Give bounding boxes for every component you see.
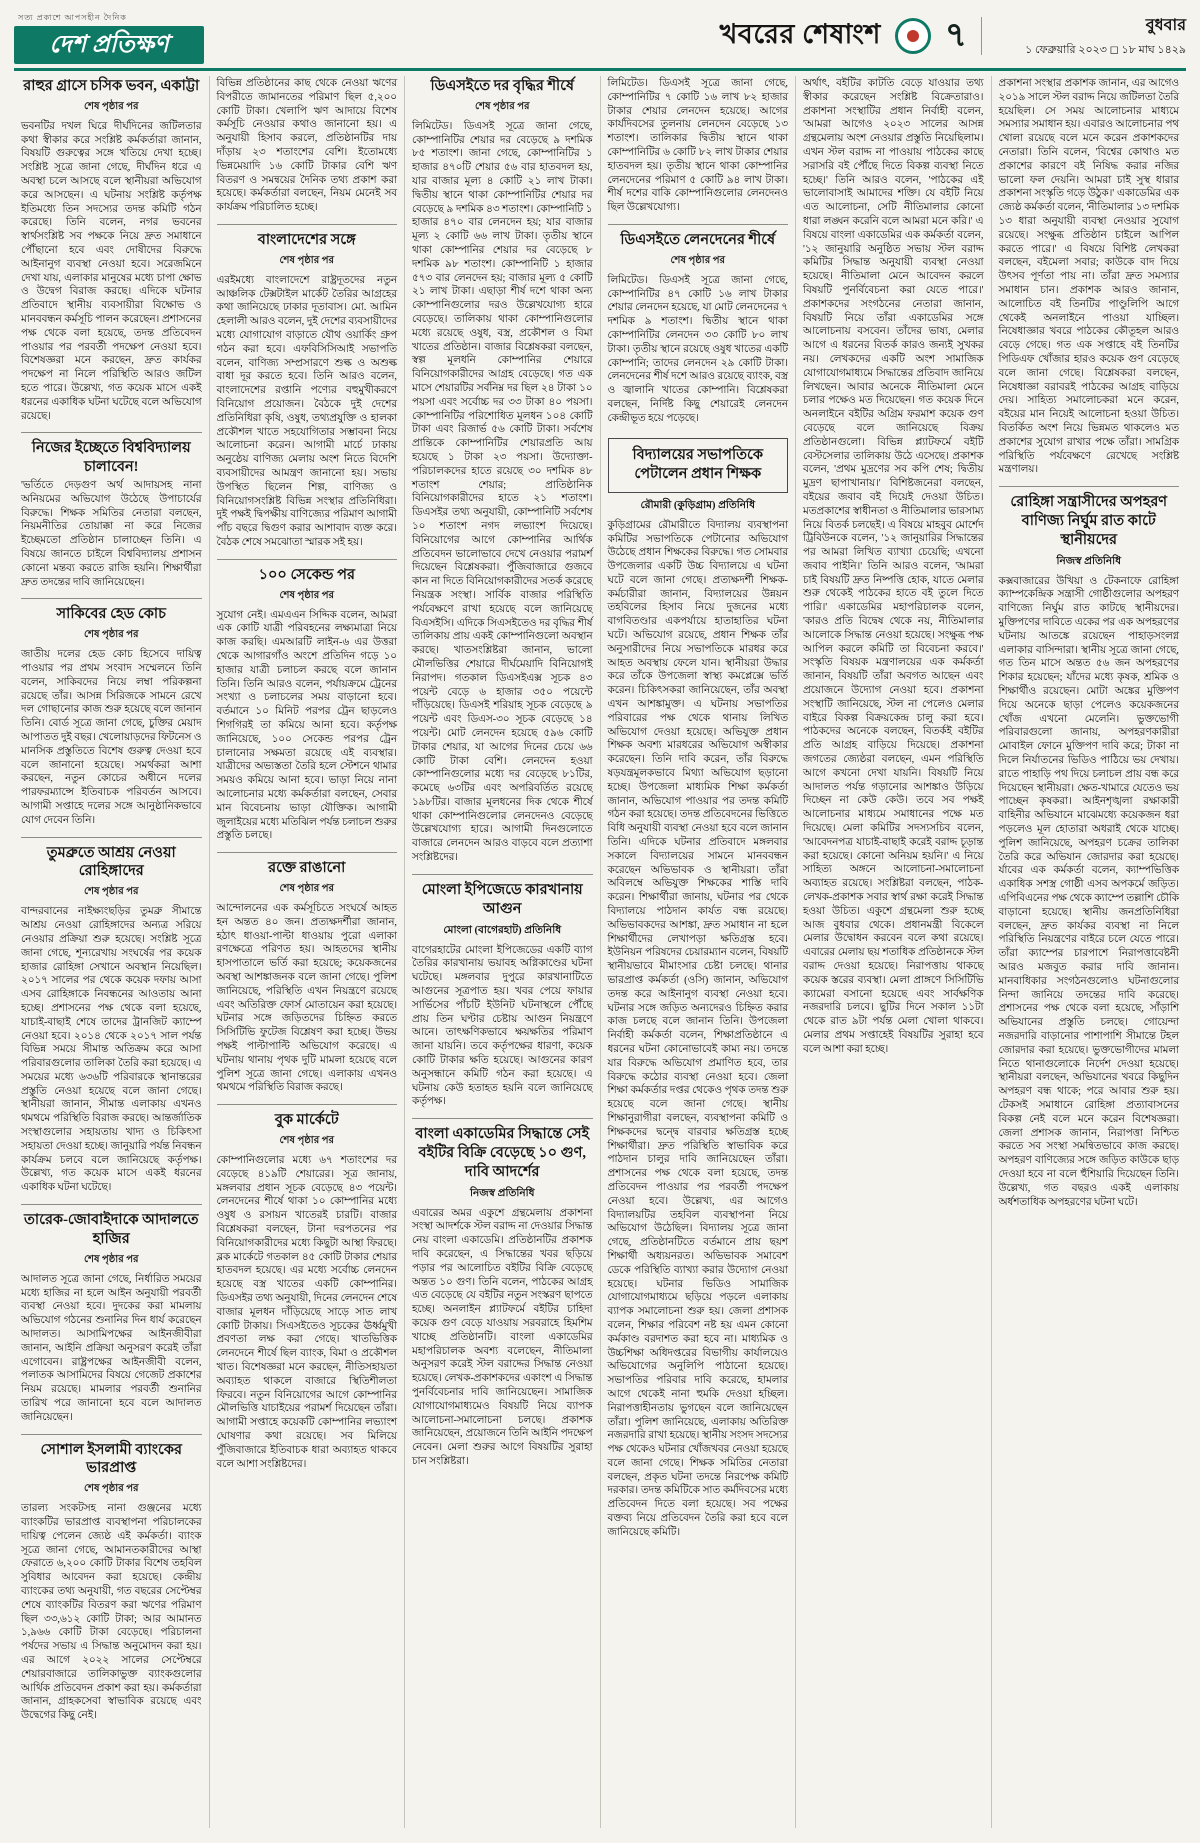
article-body: এবারের অমর একুশে গ্রন্থমেলায় প্রকাশনা সংস্থা আদর্শকে স্টল বরাদ্দ না দেওয়ার সিদ্ধান্ত নেয় বাংলা একাডেমি। প্রতিষ্ঠানটির প্রকাশক দাবি করেছেন, এ সিদ্ধান্তের খবর ছড়িয়ে পড়ার পর আলোচিত বইটির বিক্রি বেড়েছে অন্তত ১০ গুণ। তিনি বলেন, পাঠকের আগ্রহ এত বেড়েছে যে বইটির নতুন সংস্করণ ছাপতে হচ্ছে। অনলাইন প্ল্যাটফর্মে বইটির চাহিদা কয়েক গুণ বেড়ে যাওয়ায় সরবরাহে হিমশিম খাচ্ছে প্রতিষ্ঠানটি। বাংলা একাডেমির মহাপরিচালক অবশ্য বলেছেন, নীতিমালা অনুসরণ করেই স্টল বরাদ্দের সিদ্ধান্ত নেওয়া হয়েছে। লেখক-প্রকাশকদের একাংশ এ সিদ্ধান্ত পুনর্বিবেচনার দাবি জানিয়েছেন। সামাজিক যোগাযোগমাধ্যমেও বিষয়টি নিয়ে ব্যাপক আলোচনা-সমালোচনা চলছে। প্রকাশক জানিয়েছেন, প্রয়োজনে তিনি আইনি পদক্ষেপ নেবেন। মেলা শুরুর আগে বিষয়টির সুরাহা চান সংশ্লিষ্টরা। [412,1207,593,1467]
column-4 [600,76,796,1828]
article-headline: ১০০ সেকেন্ড পর [217,559,398,587]
column-2 [209,76,405,1828]
column-1 [14,76,209,1828]
article-byline: মোংলা (বাগেরহাট) প্রতিনিধি [443,924,562,936]
article-body: কক্সবাজারের উখিয়া ও টেকনাফে রোহিঙ্গা ক্যাম্পকেন্দ্রিক সন্ত্রাসী গোষ্ঠীগুলোর অপহরণ বাণিজ্যে নির্ঘুম রাত কাটছে স্থানীয়দের। মুক্তিপণের দাবিতে একের পর এক অপহরণের ঘটনায় আতঙ্কে রয়েছেন পাহাড়সংলগ্ন এলাকার বাসিন্দারা। স্থানীয় সূত্রে জানা গেছে, গত তিন মাসে অন্তত ৫৬ জন অপহরণের শিকার হয়েছেন; যাঁদের মধ্যে কৃষক, শ্রমিক ও শিক্ষার্থীও রয়েছেন। মোটা অঙ্কের মুক্তিপণ দিয়ে অনেকে ছাড়া পেলেও কয়েকজনের খোঁজ এখনো মেলেনি। ভুক্তভোগী পরিবারগুলো জানায়, অপহরণকারীরা মোবাইল ফোনে মুক্তিপণ দাবি করে; টাকা না দিলে নির্যাতনের ভিডিও পাঠিয়ে ভয় দেখায়। রাতে পাহাড়ি পথ দিয়ে চলাচল প্রায় বন্ধ করে দিয়েছেন স্থানীয়রা। ক্ষেত-খামারে যেতেও ভয় পাচ্ছেন কৃষকরা। আইনশৃঙ্খলা রক্ষাকারী বাহিনীর অভিযানে মাঝেমধ্যে কয়েকজন ধরা পড়লেও মূল হোতারা অধরাই থেকে যাচ্ছে। পুলিশ জানিয়েছে, অপহরণ চক্রের তালিকা তৈরি করে অভিযান জোরদার করা হয়েছে। র্যাবের এক কর্মকর্তা বলেন, ক্যাম্পভিত্তিক একাধিক সশস্ত্র গোষ্ঠী এসব অপকর্মে জড়িত। এপিবিএনের পক্ষ থেকে ক্যাম্পে তল্লাশি চৌকি বাড়ানো হয়েছে। স্থানীয় জনপ্রতিনিধিরা বলছেন, দ্রুত কার্যকর ব্যবস্থা না নিলে পরিস্থিতি নিয়ন্ত্রণের বাইরে চলে যেতে পারে। তাঁরা ক্যাম্পের চারপাশে নিরাপত্তাবেষ্টনী আরও মজবুত করার দাবি জানান। মানবাধিকার সংগঠনগুলোও ঘটনাগুলোর নিন্দা জানিয়ে তদন্তের দাবি করেছে। প্রশাসনের পক্ষ থেকে বলা হয়েছে, সাঁড়াশি অভিযানের প্রস্তুতি চলছে। গোয়েন্দা নজরদারি বাড়ানোর পাশাপাশি সীমান্তে টহল জোরদার করা হয়েছে। ভুক্তভোগীদের মামলা নিতে থানাগুলোকে নির্দেশ দেওয়া হয়েছে। স্থানীয়রা বলছেন, অভিযানের খবরে কিছুদিন অপহরণ বন্ধ থাকে; পরে আবার শুরু হয়। টেকসই সমাধানে রোহিঙ্গা প্রত্যাবাসনের বিকল্প নেই বলে মনে করেন বিশেষজ্ঞরা। জেলা প্রশাসক জানান, নিরাপত্তা নিশ্চিত করতে সব সংস্থা সমন্বিতভাবে কাজ করছে। অপহরণ বাণিজ্যের সঙ্গে জড়িত কাউকে ছাড় দেওয়া হবে না বলে হুঁশিয়ারি দিয়েছেন তিনি। উল্লেখ্য, গত বছরও একই এলাকায় অর্ধশতাধিক অপহরণের ঘটনা ঘটে। [998,575,1179,1208]
logo-seal-icon [895,18,931,54]
column-6 [991,76,1187,1828]
continued-from-label: শেষ পৃষ্ঠার পর [279,589,334,601]
header-divider [981,17,982,55]
continued-from-label: শেষ পৃষ্ঠার পর [84,886,139,898]
article-headline: সোশাল ইসলামী ব্যাংকের ভারপ্রাপ্ত [21,1434,202,1481]
masthead [14,12,204,64]
article-body: প্রকাশনা সংস্থার প্রকাশক জানান, এর আগেও ২০১৯ সালে স্টল বরাদ্দ নিয়ে জটিলতা তৈরি হয়েছিল। সে সময় আলোচনার মাধ্যমে সমস্যার সমাধান হয়। এবারও আলোচনার পথ খোলা রয়েছে বলে মনে করেন প্রকাশকদের নেতারা। তিনি বলেন, 'বিশ্বের কোথাও মত প্রকাশের কারণে বই নিষিদ্ধ করার নজির ভালো ফল দেয়নি। আমরা চাই সুস্থ ধারার প্রকাশনা সংস্কৃতি গড়ে উঠুক।' একাডেমির এক জ্যেষ্ঠ কর্মকর্তা বলেন, 'নীতিমালার ১৩ দশমিক ১৩ ধারা অনুযায়ী ব্যবস্থা নেওয়ার সুযোগ রয়েছে। সংক্ষুব্ধ প্রতিষ্ঠান চাইলে আপিল করতে পারে।' এ বিষয়ে বিশিষ্ট লেখকরা বলছেন, বইমেলা সবার; কাউকে বাদ দিয়ে উৎসব পূর্ণতা পায় না। তাঁরা দ্রুত সমস্যার সমাধান চান। প্রকাশক আরও জানান, আলোচিত বই তিনটির পাণ্ডুলিপি আগে থেকেই অনলাইনে পাওয়া যাচ্ছিল। নিষেধাজ্ঞার খবরে পাঠকের কৌতূহল আরও বেড়ে গেছে। গত এক সপ্তাহে বই তিনটির পিডিএফ খোঁজার হারও কয়েক গুণ বেড়েছে বলে জানা গেছে। বিশ্লেষকরা বলছেন, নিষেধাজ্ঞা বরাবরই পাঠকের আগ্রহ বাড়িয়ে দেয়। সাহিত্য সমালোচকরা মনে করেন, বইয়ের মান নিয়েই আলোচনা হওয়া উচিত। বিতর্কিত অংশ নিয়ে ভিন্নমত থাকলেও মত প্রকাশের সুযোগ রাখার পক্ষে তাঁরা। সামগ্রিক পরিস্থিতি পর্যবেক্ষণে রেখেছে সংশ্লিষ্ট মন্ত্রণালয়। [998,78,1179,476]
article-boxed-headline: বিদ্যালয়ের সভাপতিকে পেটালেন প্রধান শিক্ষক [608,438,789,493]
continued-from-label: শেষ পৃষ্ঠার পর [84,100,139,112]
article-body: কুড়িগ্রামের রৌমারীতে বিদ্যালয় ব্যবস্থাপনা কমিটির সভাপতিকে পেটানোর অভিযোগ উঠেছে প্রধান শিক্ষকের বিরুদ্ধে। গত সোমবার উপজেলার একটি উচ্চ বিদ্যালয়ে এ ঘটনা ঘটে বলে জানা গেছে। প্রত্যক্ষদর্শী শিক্ষক-কর্মচারীরা জানান, বিদ্যালয়ের উন্নয়ন তহবিলের হিসাব নিয়ে দুজনের মধ্যে বাগবিতণ্ডার একপর্যায়ে হাতাহাতির ঘটনা ঘটে। অভিযোগ রয়েছে, প্রধান শিক্ষক তাঁর অনুসারীদের নিয়ে সভাপতিকে মারধর করে আহত অবস্থায় ফেলে যান। স্থানীয়রা উদ্ধার করে তাঁকে উপজেলা স্বাস্থ্য কমপ্লেক্সে ভর্তি করেন। চিকিৎসকরা জানিয়েছেন, তাঁর অবস্থা এখন আশঙ্কামুক্ত। এ ঘটনায় সভাপতির পরিবারের পক্ষ থেকে থানায় লিখিত অভিযোগ দেওয়া হয়েছে। অভিযুক্ত প্রধান শিক্ষক অবশ্য মারধরের অভিযোগ অস্বীকার করেছেন। তিনি দাবি করেন, তাঁর বিরুদ্ধে ষড়যন্ত্রমূলকভাবে মিথ্যা অভিযোগ ছড়ানো হচ্ছে। উপজেলা মাধ্যমিক শিক্ষা কর্মকর্তা জানান, অভিযোগ পাওয়ার পর তদন্ত কমিটি গঠন করা হয়েছে। তদন্ত প্রতিবেদনের ভিত্তিতে বিধি অনুযায়ী ব্যবস্থা নেওয়া হবে বলে জানান তিনি। এদিকে ঘটনার প্রতিবাদে মঙ্গলবার সকালে বিদ্যালয়ের সামনে মানববন্ধন করেছেন অভিভাবক ও স্থানীয়রা। তাঁরা অবিলম্বে অভিযুক্ত শিক্ষকের শাস্তি দাবি করেন। শিক্ষার্থীরা জানায়, ঘটনার পর থেকে বিদ্যালয়ে পাঠদান কার্যত বন্ধ রয়েছে। অভিভাবকদের আশঙ্কা, দ্রুত সমাধান না হলে শিক্ষার্থীদের লেখাপড়া ক্ষতিগ্রস্ত হবে। ইউনিয়ন পরিষদের চেয়ারম্যান বলেন, বিষয়টি স্থানীয়ভাবে মীমাংসার চেষ্টা চলছে। থানার ভারপ্রাপ্ত কর্মকর্তা (ওসি) জানান, অভিযোগ তদন্ত করে আইনানুগ ব্যবস্থা নেওয়া হবে। ঘটনার সঙ্গে জড়িত অন্যদেরও চিহ্নিত করার কাজ চলছে বলে জানান তিনি। উপজেলা নির্বাহী কর্মকর্তা বলেন, শিক্ষাপ্রতিষ্ঠানে এ ধরনের ঘটনা কোনোভাবেই কাম্য নয়। তদন্তে যার বিরুদ্ধে অভিযোগ প্রমাণিত হবে, তার বিরুদ্ধে কঠোর ব্যবস্থা নেওয়া হবে। জেলা শিক্ষা কর্মকর্তার দপ্তর থেকেও পৃথক তদন্ত শুরু হয়েছে বলে জানা গেছে। স্থানীয় শিক্ষানুরাগীরা বলছেন, ব্যবস্থাপনা কমিটি ও শিক্ষকদের দ্বন্দ্বে বারবার ক্ষতিগ্রস্ত হচ্ছে শিক্ষার্থীরা। দ্রুত পরিস্থিতি স্বাভাবিক করে পাঠদান চালুর দাবি জানিয়েছেন তাঁরা। প্রশাসনের পক্ষ থেকে বলা হয়েছে, তদন্ত প্রতিবেদন পাওয়ার পর পরবর্তী পদক্ষেপ নেওয়া হবে। উল্লেখ্য, এর আগেও বিদ্যালয়টির তহবিল ব্যবস্থাপনা নিয়ে অভিযোগ উঠেছিল। বিদ্যালয় সূত্রে জানা গেছে, প্রতিষ্ঠানটিতে বর্তমানে প্রায় ছয়শ শিক্ষার্থী অধ্যয়নরত। অভিভাবক সমাবেশ ডেকে পরিস্থিতি ব্যাখ্যা করার উদ্যোগ নেওয়া হয়েছে। ঘটনার ভিডিও সামাজিক যোগাযোগমাধ্যমে ছড়িয়ে পড়লে এলাকায় ব্যাপক সমালোচনা শুরু হয়। জেলা প্রশাসক বলেন, শিক্ষার পরিবেশ নষ্ট হয় এমন কোনো কর্মকাণ্ড বরদাশত করা হবে না। মাধ্যমিক ও উচ্চশিক্ষা অধিদপ্তরের বিভাগীয় কার্যালয়েও অভিযোগের অনুলিপি পাঠানো হয়েছে। সভাপতির পরিবার দাবি করেছে, হামলার আগে থেকেই নানা হুমকি দেওয়া হচ্ছিল। নিরাপত্তাহীনতায় ভুগছেন বলে জানিয়েছেন তাঁরা। পুলিশ জানিয়েছে, এলাকায় অতিরিক্ত নজরদারি রাখা হয়েছে। স্থানীয় সংসদ সদস্যের পক্ষ থেকেও ঘটনার খোঁজখবর নেওয়া হয়েছে বলে জানা গেছে। শিক্ষক সমিতির নেতারা বলছেন, প্রকৃত ঘটনা তদন্তে নিরপেক্ষ কমিটি দরকার। তদন্ত কমিটিকে সাত কর্মদিবসের মধ্যে প্রতিবেদন দিতে বলা হয়েছে। সব পক্ষের বক্তব্য নিয়ে প্রতিবেদন তৈরি করা হবে বলে জানিয়েছে কমিটি। [607,519,788,1538]
article-headline: বুক মার্কেটে [217,1104,398,1132]
article-headline: ডিএসইতে দর বৃদ্ধির শীর্ষে [430,78,575,94]
article-body: ভবনটির দখল ঘিরে দীর্ঘদিনের জটিলতার কথা স্বীকার করে সংশ্লিষ্ট কর্মকর্তারা জানান, বিষয়টি গুরুত্বের সঙ্গে খতিয়ে দেখা হচ্ছে। সংশ্লিষ্ট সূত্রে জানা গেছে, দীর্ঘদিন ধরে এ অবস্থা চলে আসছে বলে স্থানীয়রা অভিযোগ করে আসছেন। এ ঘটনায় সংশ্লিষ্ট কর্তৃপক্ষ ইতিমধ্যে তিন সদস্যের তদন্ত কমিটি গঠন করেছে। তিনি বলেন, নগর ভবনের স্বার্থসংশ্লিষ্ট সব পক্ষকে নিয়ে দ্রুত সমাধানে পৌঁছানো হবে এবং দোষীদের বিরুদ্ধে আইনানুগ ব্যবস্থা নেওয়া হবে। সরেজমিনে দেখা যায়, এলাকার মানুষের মধ্যে চাপা ক্ষোভ ও উদ্বেগ বিরাজ করছে। এদিকে ঘটনার প্রতিবাদে স্থানীয় ব্যবসায়ীরা বিক্ষোভ ও মানববন্ধন কর্মসূচি পালন করেছেন। প্রশাসনের পক্ষ থেকে বলা হয়েছে, তদন্ত প্রতিবেদন পাওয়ার পর পরবর্তী পদক্ষেপ নেওয়া হবে। বিশেষজ্ঞরা মনে করছেন, দ্রুত কার্যকর পদক্ষেপ না নিলে পরিস্থিতি আরও জটিল হতে পারে। উল্লেখ্য, গত কয়েক মাসে একই ধরনের একাধিক ঘটনা ঘটেছে বলে অভিযোগ রয়েছে। [21,120,202,422]
page-header [14,6,1186,64]
section-title: খবরের শেষাংশ [719,18,881,49]
logo-seal-center [907,30,919,42]
article-body: লিমিটেড। ডিএসই সূত্রে জানা গেছে, কোম্পানিটির শেয়ার দর বেড়েছে ৯ দশমিক ৮৫ শতাংশ। জানা গেছে, কোম্পানিটির ১ হাজার ৪৭০টি শেয়ার ৫৬ বার হাতবদল হয়, যার বাজার মূল্য ৪ কোটি ২১ লাখ টাকা। দ্বিতীয় স্থানে থাকা কোম্পানিটির শেয়ার দর বেড়েছে ৯ দশমিক ৪৩ শতাংশ। কোম্পানিটি ১ হাজার ৪৭০ বার লেনদেন হয়; যার বাজার মূল্য ২ কোটি ৬৬ লাখ টাকা। তৃতীয় স্থানে থাকা কোম্পানির শেয়ার দর বেড়েছে ৮ দশমিক ৯৮ শতাংশ। কোম্পানিটি ১ হাজার ৫৭৩ বার লেনদেন হয়; বাজার মূল্য ৫ কোটি ২১ লাখ টাকা। এছাড়া শীর্ষ দশে থাকা অন্য কোম্পানিগুলোর দরও উল্লেখযোগ্য হারে বেড়েছে। তালিকায় থাকা কোম্পানিগুলোর মধ্যে রয়েছে ওষুধ, বস্ত্র, প্রকৌশল ও বিমা খাতের প্রতিষ্ঠান। বাজার বিশ্লেষকরা বলছেন, স্বল্প মূলধনি কোম্পানির শেয়ারে বিনিয়োগকারীদের আগ্রহ বেড়েছে। গত এক মাসে শেয়ারটির সর্বনিম্ন দর ছিল ২৪ টাকা ১০ পয়সা এবং সর্বোচ্চ দর ৩৩ টাকা ৪০ পয়সা। কোম্পানিটির পরিশোধিত মূলধন ১০৪ কোটি টাকা এবং রিজার্ভ ৫৬ কোটি টাকা। সর্বশেষ প্রান্তিকে কোম্পানিটির শেয়ারপ্রতি আয় হয়েছে ১ টাকা ২৩ পয়সা। উদ্যোক্তা-পরিচালকদের হাতে রয়েছে ৩০ দশমিক ৪৮ শতাংশ শেয়ার; প্রাতিষ্ঠানিক বিনিয়োগকারীদের হাতে ২১ শতাংশ। ডিএসইর তথ্য অনুযায়ী, কোম্পানিটি সর্বশেষ ১০ শতাংশ নগদ লভ্যাংশ দিয়েছে। বিনিয়োগের আগে কোম্পানির আর্থিক প্রতিবেদন ভালোভাবে দেখে নেওয়ার পরামর্শ দিয়েছেন বিশ্লেষকরা। পুঁজিবাজারে গুজবে কান না দিতে বিনিয়োগকারীদের সতর্ক করেছে নিয়ন্ত্রক সংস্থা। সার্বিক বাজার পরিস্থিতি পর্যবেক্ষণে রাখা হয়েছে বলে জানিয়েছে বিএসইসি। এদিকে সিএসইতেও দর বৃদ্ধির শীর্ষ তালিকায় প্রায় একই কোম্পানিগুলো অবস্থান করছে। খাতসংশ্লিষ্টরা জানান, ভালো মৌলভিত্তির শেয়ারে দীর্ঘমেয়াদি বিনিয়োগই নিরাপদ। গতকাল ডিএসইএক্স সূচক ৪৩ পয়েন্ট বেড়ে ৬ হাজার ৩৫০ পয়েন্টে দাঁড়িয়েছে। ডিএসই শরিয়াহ সূচক বেড়েছে ৯ পয়েন্ট এবং ডিএস-৩০ সূচক বেড়েছে ১৪ পয়েন্ট। মোট লেনদেন হয়েছে ৫৯৬ কোটি টাকার শেয়ার, যা আগের দিনের চেয়ে ৬৬ কোটি টাকা বেশি। লেনদেন হওয়া কোম্পানিগুলোর মধ্যে দর বেড়েছে ৮১টির, কমেছে ৬৩টির এবং অপরিবর্তিত রয়েছে ১৯৮টির। বাজার মূলধনের দিক থেকে শীর্ষে থাকা কোম্পানিগুলোর লেনদেনও বেড়েছে উল্লেখযোগ্য হারে। আগামী দিনগুলোতে বাজারে লেনদেন আরও বাড়বে বলে প্রত্যাশা সংশ্লিষ্টদের। [412,120,593,864]
newspaper-page [14,0,1186,1833]
newspaper-title: দেশ প্রতিক্ষণ [49,32,169,58]
day-label: বুধবার [1145,17,1186,34]
article-body: অর্থাৎ, বইটির কাটতি বেড়ে যাওয়ার তথ্য স্বীকার করেছেন সংশ্লিষ্ট বিক্রেতারাও। প্রকাশনা সংস্থাটির প্রধান নির্বাহী বলেন, 'আমরা আগেও ২০২৩ সালের আসন্ন গ্রন্থমেলায় অংশ নেওয়ার প্রস্তুতি নিয়েছিলাম। এখন স্টল বরাদ্দ না পাওয়ায় পাঠকের কাছে সরাসরি বই পৌঁছে দিতে বিকল্প ব্যবস্থা নিতে হচ্ছে।' তিনি আরও বলেন, 'পাঠকের এই ভালোবাসাই আমাদের শক্তি। যে বইটি নিয়ে এত আলোচনা, সেটি নীতিমালার কোনো ধারা লঙ্ঘন করেনি বলে আমরা মনে করি।' এ বিষয়ে বাংলা একাডেমির এক কর্মকর্তা বলেন, '১২ জানুয়ারি অনুষ্ঠিত সভায় স্টল বরাদ্দ কমিটির সিদ্ধান্ত অনুযায়ী ব্যবস্থা নেওয়া হয়েছে। নীতিমালা মেনে আবেদন করলে বিষয়টি পুনর্বিবেচনা করা যেতে পারে।' প্রকাশকদের সংগঠনের নেতারা জানান, বিষয়টি নিয়ে তাঁরা একাডেমির সঙ্গে আলোচনায় বসবেন। তাঁদের ভাষ্য, মেলার আগে এ ধরনের বিতর্ক কারও জন্যই সুখকর নয়। লেখকদের একটি অংশ সামাজিক যোগাযোগমাধ্যমে সিদ্ধান্তের প্রতিবাদ জানিয়ে লিখছেন। আবার অনেকে নীতিমালা মেনে চলার পক্ষেও মত দিয়েছেন। গত কয়েক দিনে অনলাইনে বইটির অগ্রিম ফরমাশ কয়েক গুণ বেড়েছে বলে জানিয়েছে বিক্রয় প্রতিষ্ঠানগুলো। বিভিন্ন প্ল্যাটফর্মে বইটি বেস্টসেলার তালিকায় উঠে এসেছে। প্রকাশক বলেন, 'প্রথম মুদ্রণের সব কপি শেষ; দ্বিতীয় মুদ্রণ ছাপাখানায়।' বিশিষ্টজনেরা বলছেন, বইয়ের জবাব বই দিয়েই দেওয়া উচিত। মতপ্রকাশের স্বাধীনতা ও নীতিমালার ভারসাম্য নিয়ে বিতর্ক চলছেই। এ বিষয়ে মাহবুব মোর্শেদ ট্রিবিউনকে বলেন, '১২ জানুয়ারির সিদ্ধান্তের পর আমরা লিখিত ব্যাখ্যা চেয়েছি; এখনো জবাব পাইনি।' তিনি আরও বলেন, 'আমরা চাই বিষয়টি দ্রুত নিষ্পত্তি হোক, যাতে মেলার শুরু থেকেই পাঠকের হাতে বই তুলে দিতে পারি।' একাডেমির মহাপরিচালক বলেন, 'কারও প্রতি বিদ্বেষ থেকে নয়, নীতিমালার আলোকে সিদ্ধান্ত নেওয়া হয়েছে। সংক্ষুব্ধ পক্ষ আপিল করলে কমিটি তা বিবেচনা করবে।' সংস্কৃতি বিষয়ক মন্ত্রণালয়ের এক কর্মকর্তা জানান, বিষয়টি তাঁরা অবগত আছেন এবং প্রয়োজনে উদ্যোগ নেওয়া হবে। প্রকাশনা সংস্থাটি জানিয়েছে, স্টল না পেলেও মেলার বাইরে বিকল্প বিক্রয়কেন্দ্র চালু করা হবে। পাঠকদের অনেকে বলছেন, বিতর্কই বইটির প্রতি আগ্রহ বাড়িয়ে দিয়েছে। প্রকাশনা জগতের জ্যেষ্ঠরা বলছেন, এমন পরিস্থিতি আগে কখনো দেখা যায়নি। বিষয়টি নিয়ে আদালত পর্যন্ত গড়ানোর আশঙ্কাও উড়িয়ে দিচ্ছেন না কেউ কেউ। তবে সব পক্ষই আলোচনার মাধ্যমে সমাধানের পক্ষে মত দিয়েছে। মেলা কমিটির সদস্যসচিব বলেন, 'আবেদনপত্র যাচাই-বাছাই করেই বরাদ্দ চূড়ান্ত করা হয়েছে। কোনো অনিয়ম হয়নি।' এ নিয়ে সাহিত্য অঙ্গনে আলোচনা-সমালোচনা অব্যাহত রয়েছে। সংশ্লিষ্টরা বলছেন, পাঠক-লেখক-প্রকাশক সবার স্বার্থ রক্ষা করেই সিদ্ধান্ত হওয়া উচিত। একুশে গ্রন্থমেলা শুরু হচ্ছে আজ বুধবার থেকে। প্রধানমন্ত্রী বিকেলে মেলার উদ্বোধন করবেন বলে কথা রয়েছে। এবারের মেলায় ছয় শতাধিক প্রতিষ্ঠানকে স্টল বরাদ্দ দেওয়া হয়েছে। নিরাপত্তায় থাকছে কয়েক স্তরের ব্যবস্থা। মেলা প্রাঙ্গণে সিসিটিভি ক্যামেরা বসানো হয়েছে এবং সার্বক্ষণিক নজরদারি চলবে। ছুটির দিনে সকাল ১১টা থেকে রাত ৯টা পর্যন্ত মেলা খোলা থাকবে। মেলার প্রথম সপ্তাহেই বিষয়টির সুরাহা হবে বলে আশা করা হচ্ছে। [803,78,984,1055]
article-byline: নিজস্ব প্রতিনিধি [469,1187,535,1199]
continued-from-label: শেষ পৃষ্ঠার পর [84,1483,139,1495]
article-body: তারল্য সংকটসহ নানা গুঞ্জনের মধ্যে ব্যাংকটির ভারপ্রাপ্ত ব্যবস্থাপনা পরিচালকের দায়িত্ব পেলেন জ্যেষ্ঠ এই কর্মকর্তা। ব্যাংক সূত্রে জানা গেছে, আমানতকারীদের আস্থা ফেরাতে ৬,২০০ কোটি টাকার বিশেষ তহবিল সুবিধার আবেদন করা হয়েছে। কেন্দ্রীয় ব্যাংকের তথ্য অনুযায়ী, গত বছরের সেপ্টেম্বর শেষে ব্যাংকটির বিতরণ করা ঋণের পরিমাণ ছিল ৩৩,৬১২ কোটি টাকা; আর আমানত ১,৯৬৬ কোটি টাকা বেড়েছে। পরিচালনা পর্ষদের সভায় এ সিদ্ধান্ত অনুমোদন করা হয়। এর আগে ২০২২ সালের সেপ্টেম্বরে শেয়ারবাজারে তালিকাভুক্ত ব্যাংকগুলোর আর্থিক প্রতিবেদন প্রকাশ করা হয়। কর্মকর্তারা জানান, গ্রাহকসেবা স্বাভাবিক রয়েছে এবং উদ্বেগের কিছু নেই। [21,1503,202,1722]
continued-from-label: শেষ পৃষ্ঠার পর [84,629,139,641]
article-body: জাতীয় দলের হেড কোচ হিসেবে দায়িত্ব পাওয়ার পর প্রথম সংবাদ সম্মেলনে তিনি বলেন, সাকিবদের নিয়ে লম্বা পরিকল্পনা রয়েছে তাঁর। আসন্ন সিরিজকে সামনে রেখে দল গোছানোর কাজ শুরু হয়েছে বলে জানান তিনি। বোর্ড সূত্রে জানা গেছে, চুক্তির মেয়াদ আপাতত দুই বছর। খেলোয়াড়দের ফিটনেস ও মানসিক প্রস্তুতিতে বিশেষ গুরুত্ব দেওয়া হবে বলে জানানো হয়েছে। সমর্থকরা আশা করছেন, নতুন কোচের অধীনে দলের পারফরম্যান্সে ইতিবাচক পরিবর্তন আসবে। আগামী সপ্তাহে দলের সঙ্গে আনুষ্ঠানিকভাবে যোগ দেবেন তিনি। [21,649,202,826]
article-headline: রক্তে রাঙানো [217,852,398,880]
article-headline: সাকিবের হেড কোচ [21,598,202,626]
columns [14,76,1186,1828]
continued-from-label: শেষ পৃষ্ঠার পর [279,254,334,266]
article-headline: মোংলা ইপিজেডে কারখানায় আগুন [412,874,593,921]
continued-from-label: শেষ পৃষ্ঠার পর [84,1253,139,1265]
article-headline: নিজের ইচ্ছেতে বিশ্ববিদ্যালয় চালাবেন! [21,432,202,479]
continued-from-label: শেষ পৃষ্ঠার পর [279,882,334,894]
header-right [720,12,1186,64]
masthead-box [14,26,204,64]
article-body: সুযোগ নেই। এমএএন সিদ্দিক বলেন, আমরা এক কোটি যাত্রী পরিবহনের লক্ষ্যমাত্রা নিয়ে কাজ করছি। এমআরটি লাইন-৬ এর উত্তরা থেকে আগারগাঁও অংশে প্রতিদিন গড়ে ১০ হাজার যাত্রী চলাচল করছে বলে জানান তিনি। তিনি আরও বলেন, পর্যায়ক্রমে ট্রেনের সংখ্যা ও চলাচলের সময় বাড়ানো হবে। বর্তমানে ১০ মিনিট পরপর ট্রেন ছাড়লেও শিগগিরই তা কমিয়ে আনা হবে। কর্তৃপক্ষ জানিয়েছে, ১০০ সেকেন্ড পরপর ট্রেন চালানোর সক্ষমতা রয়েছে এই ব্যবস্থার। যাত্রীদের অভ্যস্ততা তৈরি হলে স্টেশনে থামার সময়ও কমিয়ে আনা হবে। ভাড়া নিয়ে নানা আলোচনার মধ্যে কর্মকর্তারা বলছেন, সেবার মান বিবেচনায় ভাড়া যৌক্তিক। আগামী জুলাইয়ের মধ্যে মতিঝিল পর্যন্ত চলাচল শুরুর প্রস্তুতি চলছে। [216,609,397,842]
column-5 [795,76,991,1828]
date-block [996,12,1186,60]
article-body: লিমিটেড। ডিএসই সূত্রে জানা গেছে, কোম্পানিটির ৪৭ কোটি ১৬ লাখ টাকার শেয়ার লেনদেন হয়েছে, যা মোট লেনদেনের ৭ দশমিক ৯ শতাংশ। দ্বিতীয় স্থানে থাকা কোম্পানিটির লেনদেন ৩৩ কোটি ৮০ লাখ টাকা। তৃতীয় স্থানে রয়েছে ওষুধ খাতের একটি কোম্পানি; তাদের লেনদেন ২৯ কোটি টাকা। লেনদেনের শীর্ষ দশে আরও রয়েছে ব্যাংক, বস্ত্র ও জ্বালানি খাতের কোম্পানি। বিশ্লেষকরা বলছেন, নির্দিষ্ট কিছু শেয়ারেই লেনদেন কেন্দ্রীভূত হয়ে পড়েছে। [607,274,788,424]
article-body: কোম্পানিগুলোর মধ্যে ৬৭ শতাংশের দর বেড়েছে ৪১৯টি শেয়ারের। সূত্র জানায়, মঙ্গলবার প্রধান সূচক বেড়েছে ৪৩ পয়েন্ট। লেনদেনের শীর্ষে থাকা ১০ কোম্পানির মধ্যে ওষুধ ও রসায়ন খাতেরই চারটি। বাজার বিশ্লেষকরা বলছেন, টানা দরপতনের পর বিনিয়োগকারীদের মধ্যে কিছুটা আস্থা ফিরছে। ব্লক মার্কেটে গতকাল ৪৫ কোটি টাকার শেয়ার হাতবদল হয়েছে। এর মধ্যে সর্বোচ্চ লেনদেন হয়েছে বস্ত্র খাতের একটি কোম্পানির। ডিএসইর তথ্য অনুযায়ী, দিনের লেনদেন শেষে বাজার মূলধন দাঁড়িয়েছে সাড়ে সাত লাখ কোটি টাকায়। সিএসইতেও সূচকের ঊর্ধ্বমুখী প্রবণতা লক্ষ করা গেছে। খাতভিত্তিক লেনদেনে শীর্ষে ছিল ব্যাংক, বিমা ও প্রকৌশল খাত। বিশেষজ্ঞরা মনে করছেন, নীতিসহায়তা অব্যাহত থাকলে বাজারে স্থিতিশীলতা ফিরবে। নতুন বিনিয়োগের আগে কোম্পানির মৌলভিত্তি যাচাইয়ের পরামর্শ দিয়েছেন তাঁরা। আগামী সপ্তাহে কয়েকটি কোম্পানির লভ্যাংশ ঘোষণার কথা রয়েছে। সব মিলিয়ে পুঁজিবাজারে ইতিবাচক ধারা অব্যাহত থাকবে বলে আশা সংশ্লিষ্টদের। [216,1154,397,1470]
article-body: এরইমধ্যে বাংলাদেশে রাষ্ট্রদূতদের নতুন আঞ্চলিক টেক্সটাইল মার্কেট তৈরির আগ্রহের কথা জানিয়েছে ঢাকার দূতাবাস। মো. আমিন হেলালী আরও বলেন, দুই দেশের ব্যবসায়ীদের মধ্যে যোগাযোগ বাড়াতে যৌথ ওয়ার্কিং গ্রুপ গঠন করা হবে। এফবিসিসিআই সভাপতি বলেন, বাণিজ্য সম্প্রসারণে শুল্ক ও অশুল্ক বাধা দূর করতে হবে। তিনি আরও বলেন, বাংলাদেশের রপ্তানি পণ্যের বহুমুখীকরণে বিনিয়োগ প্রয়োজন। বৈঠকে দুই দেশের প্রতিনিধিরা কৃষি, ওষুধ, তথ্যপ্রযুক্তি ও হালকা প্রকৌশল খাতে সহযোগিতার সম্ভাবনা নিয়ে আলোচনা করেন। আগামী মার্চে ঢাকায় অনুষ্ঠেয় বাণিজ্য মেলায় অংশ নিতে বিদেশি ব্যবসায়ীদের আমন্ত্রণ জানানো হয়। সভায় উপস্থিত ছিলেন শিল্প, বাণিজ্য ও বিনিয়োগসংশ্লিষ্ট বিভিন্ন সংস্থার প্রতিনিধিরা। দুই পক্ষই দ্বিপক্ষীয় বাণিজ্যের পরিমাণ আগামী পাঁচ বছরে দ্বিগুণ করার আশাবাদ ব্যক্ত করে। বৈঠক শেষে সমঝোতা স্মারক সই হয়। [216,274,397,548]
continued-from-label: শেষ পৃষ্ঠার পর [475,100,530,112]
header-rule [14,68,1186,71]
article-headline: বাংলা একাডেমির সিদ্ধান্তে সেই বইটির বিক্রি বেড়েছে ১০ গুণ, দাবি আদর্শের [412,1118,593,1184]
article-body: লিমিটেড। ডিএসই সূত্রে জানা গেছে, কোম্পানিটির ৭ কোটি ১৬ লাখ ৮২ হাজার টাকার শেয়ার লেনদেন হয়েছে। আগের কার্যদিবসের তুলনায় লেনদেন বেড়েছে ১৩ শতাংশ। তালিকার দ্বিতীয় স্থানে থাকা কোম্পানিটির ৬ কোটি ৮২ লাখ টাকার শেয়ার হাতবদল হয়। তৃতীয় স্থানে থাকা কোম্পানির লেনদেনের পরিমাণ ৫ কোটি ৯৪ লাখ টাকা। শীর্ষ দশের বাকি কোম্পানিগুলোর লেনদেনও ছিল উল্লেখযোগ্য। [607,78,788,214]
date-line: ১ ফেব্রুয়ারি ২০২৩ ◻ ১৮ মাঘ ১৪২৯ [1025,44,1186,56]
article-body: বান্দরবানের নাইক্ষ্যংছড়ির তুমব্রু সীমান্তে আশ্রয় নেওয়া রোহিঙ্গাদের অন্যত্র সরিয়ে নেওয়ার প্রক্রিয়া শুরু হয়েছে। সংশ্লিষ্ট সূত্রে জানা গেছে, শূন্যরেখায় সংঘর্ষের পর কয়েক হাজার রোহিঙ্গা সেখানে অবস্থান নিয়েছিল। ২০১৭ সালের পর থেকে কয়েক দফায় আসা এসব রোহিঙ্গাকে নিবন্ধনের আওতায় আনা হচ্ছে। প্রশাসনের পক্ষ থেকে বলা হয়েছে, যাচাই-বাছাই শেষে তাদের ট্রানজিট ক্যাম্পে নেওয়া হবে। ২০১৪ থেকে ২০১৭ সাল পর্যন্ত বিভিন্ন সময়ে সীমান্ত অতিক্রম করে আসা পরিবারগুলোর তালিকা তৈরি করা হয়েছে। এ সময়ের মধ্যে ৬৩৬টি পরিবারকে স্থানান্তরের প্রস্তুতি নেওয়া হয়েছে বলে জানা গেছে। স্থানীয়রা জানান, সীমান্ত এলাকায় এখনও থমথমে পরিস্থিতি বিরাজ করছে। আন্তর্জাতিক সংস্থাগুলোর সহায়তায় খাদ্য ও চিকিৎসা সহায়তা দেওয়া হচ্ছে। জানুয়ারি পর্যন্ত নিবন্ধন কার্যক্রম চলবে বলে জানিয়েছে কর্তৃপক্ষ। উল্লেখ্য, গত কয়েক মাসে একই ধরনের একাধিক ঘটনা ঘটেছে। [21,906,202,1194]
article-body: 'ভর্তিতে দেড়গুণ অর্থ আদায়সহ নানা অনিয়মের অভিযোগ উঠেছে উপাচার্যের বিরুদ্ধে। শিক্ষক সমিতির নেতারা বলছেন, নিয়মনীতির তোয়াক্কা না করে নিজের ইচ্ছেমতো প্রতিষ্ঠান চালাচ্ছেন তিনি। এ বিষয়ে জানতে চাইলে বিশ্ববিদ্যালয় প্রশাসন কোনো মন্তব্য করতে রাজি হয়নি। শিক্ষার্থীরা দ্রুত তদন্তের দাবি জানিয়েছেন। [21,480,202,588]
continued-from-label: শেষ পৃষ্ঠার পর [279,1134,334,1146]
article-headline: তুমব্রুতে আশ্রয় নেওয়া রোহিঙ্গাদের [21,837,202,884]
article-body: আদালত সূত্রে জানা গেছে, নির্ধারিত সময়ের মধ্যে হাজির না হলে আইন অনুযায়ী পরবর্তী ব্যবস্থা নেওয়া হবে। দুদকের করা মামলায় অভিযোগ গঠনের শুনানির দিন ধার্য করেছেন আদালত। আসামিপক্ষের আইনজীবীরা জানান, আইনি প্রক্রিয়া অনুসরণ করেই তাঁরা এগোবেন। রাষ্ট্রপক্ষের আইনজীবী বলেন, পলাতক আসামিদের বিষয়ে গেজেট প্রকাশের নিয়ম রয়েছে। মামলার পরবর্তী শুনানির তারিখ পরে জানানো হবে বলে আদালত জানিয়েছেন। [21,1273,202,1423]
article-headline: ডিএসইতে লেনদেনের শীর্ষে [608,224,789,252]
masthead-tagline: সত্য প্রকাশে আপসহীন দৈনিক [18,13,127,22]
article-body: আন্দোলনের এক কর্মসূচিতে সংঘর্ষে আহত হন অন্তত ৪০ জন। প্রত্যক্ষদর্শীরা জানান, হঠাৎ ধাওয়া-পাল্টা ধাওয়ায় পুরো এলাকা রণক্ষেত্রে পরিণত হয়। আহতদের স্থানীয় হাসপাতালে ভর্তি করা হয়েছে; কয়েকজনের অবস্থা আশঙ্কাজনক বলে জানা গেছে। পুলিশ জানিয়েছে, পরিস্থিতি এখন নিয়ন্ত্রণে রয়েছে এবং অতিরিক্ত ফোর্স মোতায়েন করা হয়েছে। ঘটনার সঙ্গে জড়িতদের চিহ্নিত করতে সিসিটিভি ফুটেজ বিশ্লেষণ করা হচ্ছে। উভয় পক্ষই পাল্টাপাল্টি অভিযোগ করেছে। এ ঘটনায় থানায় পৃথক দুটি মামলা হয়েছে বলে পুলিশ সূত্রে জানা গেছে। এলাকায় এখনও থমথমে পরিস্থিতি বিরাজ করছে। [216,902,397,1094]
article-body: বাগেরহাটের মোংলা ইপিজেডের একটি ব্যাগ তৈরির কারখানায় ভয়াবহ অগ্নিকাণ্ডের ঘটনা ঘটেছে। মঙ্গলবার দুপুরে কারখানাটিতে আগুনের সূত্রপাত হয়। খবর পেয়ে ফায়ার সার্ভিসের পাঁচটি ইউনিট ঘটনাস্থলে পৌঁছে প্রায় তিন ঘণ্টার চেষ্টায় আগুন নিয়ন্ত্রণে আনে। তাৎক্ষণিকভাবে ক্ষয়ক্ষতির পরিমাণ জানা যায়নি। তবে কর্তৃপক্ষের ধারণা, কয়েক কোটি টাকার ক্ষতি হয়েছে। আগুনের কারণ অনুসন্ধানে কমিটি গঠন করা হয়েছে। এ ঘটনায় কেউ হতাহত হয়নি বলে জানিয়েছে কর্তৃপক্ষ। [412,944,593,1108]
article-body: বিভিন্ন প্রতিষ্ঠানের কাছ থেকে নেওয়া ঋণের বিপরীতে জামানতের পরিমাণ ছিল ৫,২০০ কোটি টাকা। খেলাপি ঋণ আদায়ে বিশেষ কর্মসূচি নেওয়ার কথাও জানানো হয়। এ অনুযায়ী হিসাব করলে, প্রতিষ্ঠানটির দায় দাঁড়ায় ২৩ শতাংশের বেশি। ইতোমধ্যে ভিন্নমেয়াদি ১৬ কোটি টাকার বেশি ঋণ বিতরণ ও সমন্বয়ের দৈনিক তথ্য প্রকাশ করা হয়েছে। কর্মকর্তারা বলছেন, নিয়ম মেনেই সব কার্যক্রম পরিচালিত হচ্ছে। [216,78,397,214]
article-headline: বাংলাদেশের সঙ্গে [217,224,398,252]
article-headline: রাহুর গ্রাসে চসিক ভবন, একাট্টা [23,78,200,94]
article-headline: রোহিঙ্গা সন্ত্রাসীদের অপহরণ বাণিজ্য নির্ঘুম রাত কাটে স্থানীয়দের [999,486,1180,552]
column-3 [404,76,600,1828]
article-byline: নিজস্ব প্রতিনিধি [1056,555,1122,567]
page-number: ৭ [944,17,967,54]
article-byline: রৌমারী (কুড়িগ্রাম) প্রতিনিধি [640,499,755,511]
article-headline: তারেক-জোবাইদাকে আদালতে হাজির [21,1204,202,1251]
continued-from-label: শেষ পৃষ্ঠার পর [670,254,725,266]
